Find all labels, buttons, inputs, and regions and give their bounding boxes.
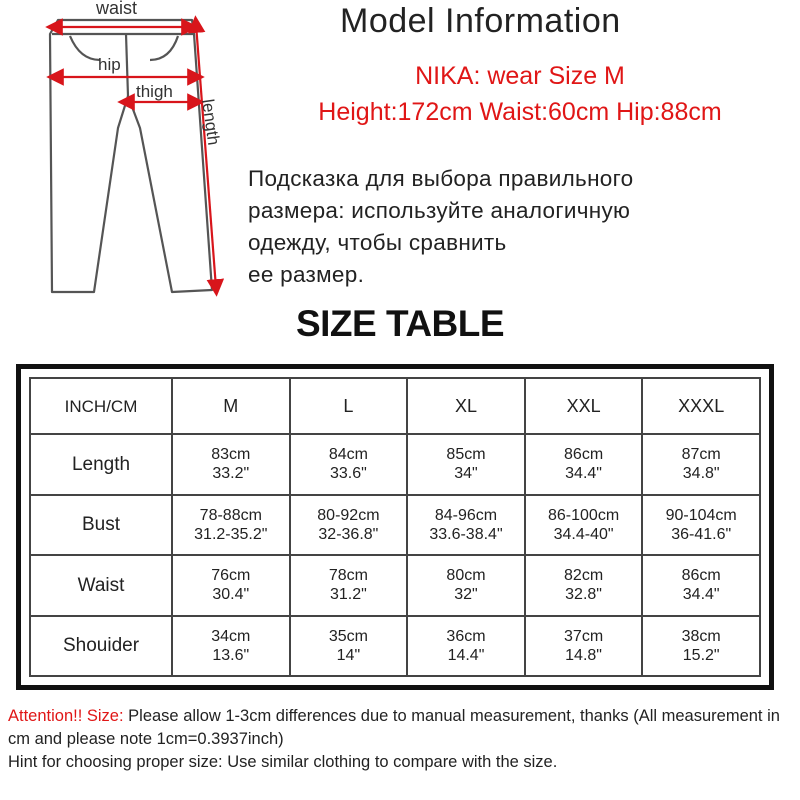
cell-inch: 32" — [454, 586, 478, 604]
size-table — [29, 377, 761, 677]
cell-shoulder-xl — [407, 616, 525, 677]
russian-hint-line: размера: используйте аналогичную — [248, 198, 631, 223]
cell-inch: 14.4" — [447, 646, 485, 664]
cell-inch: 32-36.8" — [318, 525, 379, 543]
attention-label: Attention!! Size: — [8, 707, 124, 725]
cell-bust-xxxl — [642, 495, 760, 556]
length-arrow — [196, 24, 216, 288]
cell-inch: 34.4" — [565, 465, 602, 483]
hip-label: hip — [98, 55, 121, 74]
cell-bust-m — [172, 495, 290, 556]
table-row-length — [30, 434, 760, 495]
hint-note: Hint for choosing proper size: Use similar clothing to compare with the size. — [8, 753, 558, 771]
cell-waist-xl — [407, 555, 525, 616]
row-label-waist: Waist — [30, 555, 172, 616]
cell-bust-l — [290, 495, 408, 556]
row-label-bust: Bust — [30, 495, 172, 556]
cell-cm: 86cm — [564, 446, 604, 464]
table-row-waist — [30, 555, 760, 616]
model-measurements-line: Height:172cm Waist:60cm Hip:88cm — [318, 98, 722, 126]
cell-inch: 34.4" — [682, 586, 720, 604]
cell-bust-xxl — [525, 495, 643, 556]
cell-length-xxl — [525, 434, 643, 495]
cell-cm: 76cm — [211, 567, 251, 585]
row-label-shoulder: Shouider — [30, 616, 172, 677]
cell-cm: 80cm — [446, 567, 486, 585]
cell-inch: 14.8" — [565, 646, 602, 664]
cell-shoulder-l — [290, 616, 408, 677]
size-notes — [8, 705, 794, 774]
cell-length-xl — [407, 434, 525, 495]
cell-cm: 86-100cm — [548, 506, 620, 524]
russian-hint-line: ее размер. — [248, 262, 365, 287]
cell-cm: 84-96cm — [434, 506, 498, 524]
cell-inch: 33.6-38.4" — [429, 525, 503, 543]
cell-inch: 14" — [336, 646, 361, 664]
cell-inch: 15.2" — [682, 646, 720, 664]
cell-bust-xl — [407, 495, 525, 556]
model-size-line: NIKA: wear Size M — [415, 62, 625, 90]
cell-cm: 83cm — [211, 446, 251, 464]
size-table-title: SIZE TABLE — [295, 303, 505, 344]
waist-label: waist — [96, 0, 138, 18]
size-header-xl: XL — [407, 378, 525, 434]
attention-text: Please allow 1-3cm differences due to manual measurement, thanks (All measurement in cm and please note 1cm=0.3937inch) — [8, 707, 780, 748]
cell-inch: 34.8" — [682, 465, 720, 483]
cell-cm: 36cm — [446, 627, 486, 645]
cell-cm: 38cm — [681, 627, 721, 645]
cell-inch: 36-41.6" — [671, 525, 732, 543]
cell-inch: 31.2" — [329, 586, 367, 604]
cell-cm: 85cm — [446, 446, 486, 464]
table-row-bust — [30, 495, 760, 556]
cell-waist-l — [290, 555, 408, 616]
cell-inch: 32.8" — [565, 586, 602, 604]
cell-cm: 87cm — [681, 446, 721, 464]
trousers-diagram — [0, 0, 240, 305]
cell-cm: 84cm — [328, 446, 368, 464]
table-header-row — [30, 378, 760, 434]
cell-cm: 78cm — [328, 567, 368, 585]
size-header-xxxl: XXXL — [642, 378, 760, 434]
cell-shoulder-xxl — [525, 616, 643, 677]
cell-length-m — [172, 434, 290, 495]
cell-cm: 35cm — [328, 627, 368, 645]
trousers-outline — [50, 20, 212, 292]
russian-hint-line: Подсказка для выбора правильного — [248, 166, 634, 191]
corner-header: INCH/CM — [30, 378, 172, 434]
cell-inch: 30.4" — [212, 586, 250, 604]
cell-waist-xxxl — [642, 555, 760, 616]
length-label: length — [198, 97, 224, 147]
cell-inch: 13.6" — [212, 646, 250, 664]
cell-shoulder-m — [172, 616, 290, 677]
size-header-l: L — [290, 378, 408, 434]
cell-inch: 34" — [454, 465, 478, 483]
cell-cm: 78-88cm — [199, 506, 262, 524]
cell-inch: 33.2" — [212, 465, 250, 483]
cell-cm: 82cm — [564, 567, 604, 585]
cell-cm: 90-104cm — [665, 506, 737, 524]
cell-cm: 34cm — [211, 627, 251, 645]
cell-cm: 80-92cm — [317, 506, 380, 524]
model-info-title: Model Information — [340, 2, 621, 40]
size-header-xxl: XXL — [525, 378, 643, 434]
attention-note — [8, 705, 794, 751]
table-row-shoulder — [30, 616, 760, 677]
cell-inch: 33.6" — [329, 465, 367, 483]
cell-shoulder-xxxl — [642, 616, 760, 677]
cell-length-l — [290, 434, 408, 495]
cell-waist-xxl — [525, 555, 643, 616]
cell-cm: 86cm — [681, 567, 721, 585]
russian-hint-line: одежду, чтобы сравнить — [248, 230, 507, 255]
russian-size-hint — [248, 163, 778, 291]
cell-length-xxxl — [642, 434, 760, 495]
size-header-m: M — [172, 378, 290, 434]
thigh-label: thigh — [136, 82, 173, 101]
cell-waist-m — [172, 555, 290, 616]
row-label-length: Length — [30, 434, 172, 495]
cell-cm: 37cm — [564, 627, 604, 645]
cell-inch: 31.2-35.2" — [194, 525, 268, 543]
size-table-frame — [16, 364, 774, 690]
cell-inch: 34.4-40" — [553, 525, 614, 543]
